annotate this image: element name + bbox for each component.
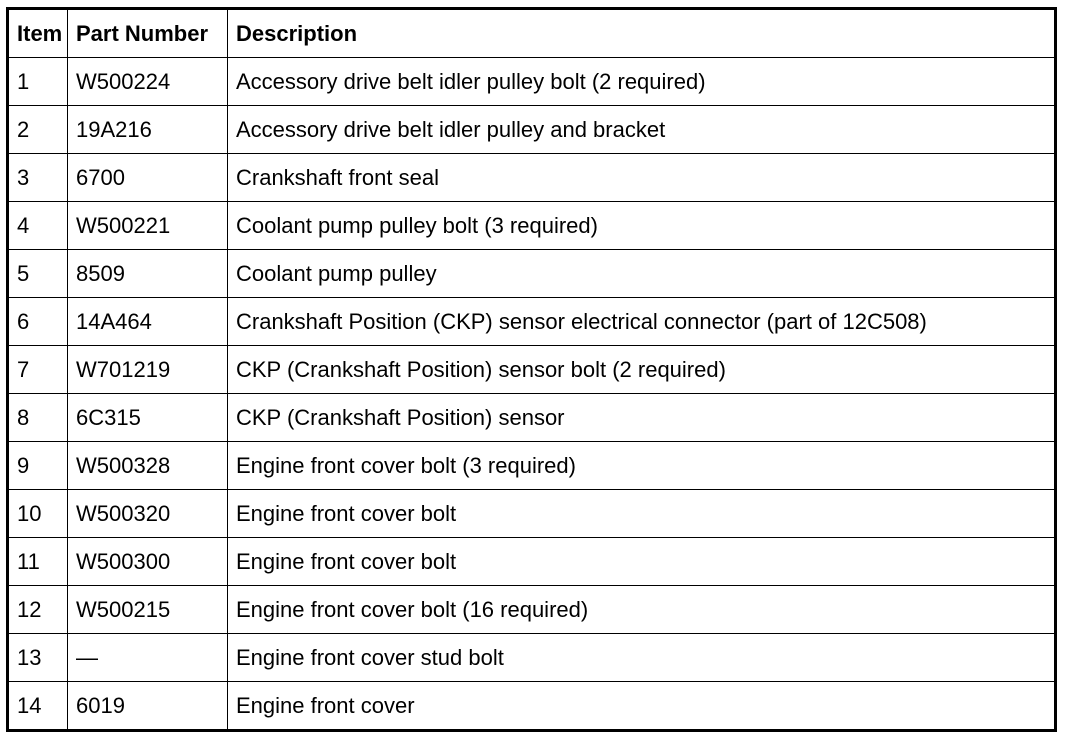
cell-description: Coolant pump pulley bbox=[228, 250, 1056, 298]
table-row bbox=[8, 202, 1056, 250]
cell-item: 7 bbox=[8, 346, 68, 394]
cell-description: Accessory drive belt idler pulley bolt (2 required) bbox=[228, 58, 1056, 106]
cell-part-number: W500215 bbox=[68, 586, 228, 634]
parts-table bbox=[6, 7, 1057, 732]
cell-part-number: W500320 bbox=[68, 490, 228, 538]
cell-part-number: 6700 bbox=[68, 154, 228, 202]
table-row bbox=[8, 58, 1056, 106]
cell-description: Engine front cover bolt (3 required) bbox=[228, 442, 1056, 490]
cell-description: Engine front cover bbox=[228, 682, 1056, 731]
table-row bbox=[8, 634, 1056, 682]
cell-part-number: 19A216 bbox=[68, 106, 228, 154]
cell-item: 12 bbox=[8, 586, 68, 634]
cell-part-number: 14A464 bbox=[68, 298, 228, 346]
cell-item: 14 bbox=[8, 682, 68, 731]
cell-item: 6 bbox=[8, 298, 68, 346]
cell-part-number: 6019 bbox=[68, 682, 228, 731]
table-row bbox=[8, 298, 1056, 346]
table-row bbox=[8, 250, 1056, 298]
cell-item: 4 bbox=[8, 202, 68, 250]
header-description: Description bbox=[228, 9, 1056, 58]
table-row bbox=[8, 106, 1056, 154]
header-row bbox=[8, 9, 1056, 58]
cell-description: CKP (Crankshaft Position) sensor bbox=[228, 394, 1056, 442]
cell-part-number: W500328 bbox=[68, 442, 228, 490]
cell-item: 3 bbox=[8, 154, 68, 202]
table-row bbox=[8, 154, 1056, 202]
cell-item: 9 bbox=[8, 442, 68, 490]
table-header bbox=[8, 9, 1056, 58]
cell-description: CKP (Crankshaft Position) sensor bolt (2 required) bbox=[228, 346, 1056, 394]
cell-item: 5 bbox=[8, 250, 68, 298]
cell-description: Crankshaft front seal bbox=[228, 154, 1056, 202]
cell-part-number: W500224 bbox=[68, 58, 228, 106]
cell-item: 1 bbox=[8, 58, 68, 106]
cell-part-number: W500300 bbox=[68, 538, 228, 586]
cell-description: Engine front cover bolt bbox=[228, 490, 1056, 538]
table-row bbox=[8, 586, 1056, 634]
cell-part-number: 8509 bbox=[68, 250, 228, 298]
cell-item: 11 bbox=[8, 538, 68, 586]
cell-description: Accessory drive belt idler pulley and bracket bbox=[228, 106, 1056, 154]
cell-part-number: W500221 bbox=[68, 202, 228, 250]
cell-part-number: — bbox=[68, 634, 228, 682]
cell-description: Crankshaft Position (CKP) sensor electrical connector (part of 12C508) bbox=[228, 298, 1056, 346]
table-body bbox=[8, 58, 1056, 731]
cell-description: Coolant pump pulley bolt (3 required) bbox=[228, 202, 1056, 250]
header-item: Item bbox=[8, 9, 68, 58]
cell-description: Engine front cover bolt (16 required) bbox=[228, 586, 1056, 634]
cell-item: 8 bbox=[8, 394, 68, 442]
cell-item: 13 bbox=[8, 634, 68, 682]
cell-part-number: W701219 bbox=[68, 346, 228, 394]
cell-item: 10 bbox=[8, 490, 68, 538]
table-row bbox=[8, 490, 1056, 538]
table-row bbox=[8, 346, 1056, 394]
cell-description: Engine front cover bolt bbox=[228, 538, 1056, 586]
table-row bbox=[8, 682, 1056, 731]
cell-item: 2 bbox=[8, 106, 68, 154]
table-row bbox=[8, 442, 1056, 490]
cell-description: Engine front cover stud bolt bbox=[228, 634, 1056, 682]
table-row bbox=[8, 538, 1056, 586]
table-row bbox=[8, 394, 1056, 442]
header-part-number: Part Number bbox=[68, 9, 228, 58]
cell-part-number: 6C315 bbox=[68, 394, 228, 442]
